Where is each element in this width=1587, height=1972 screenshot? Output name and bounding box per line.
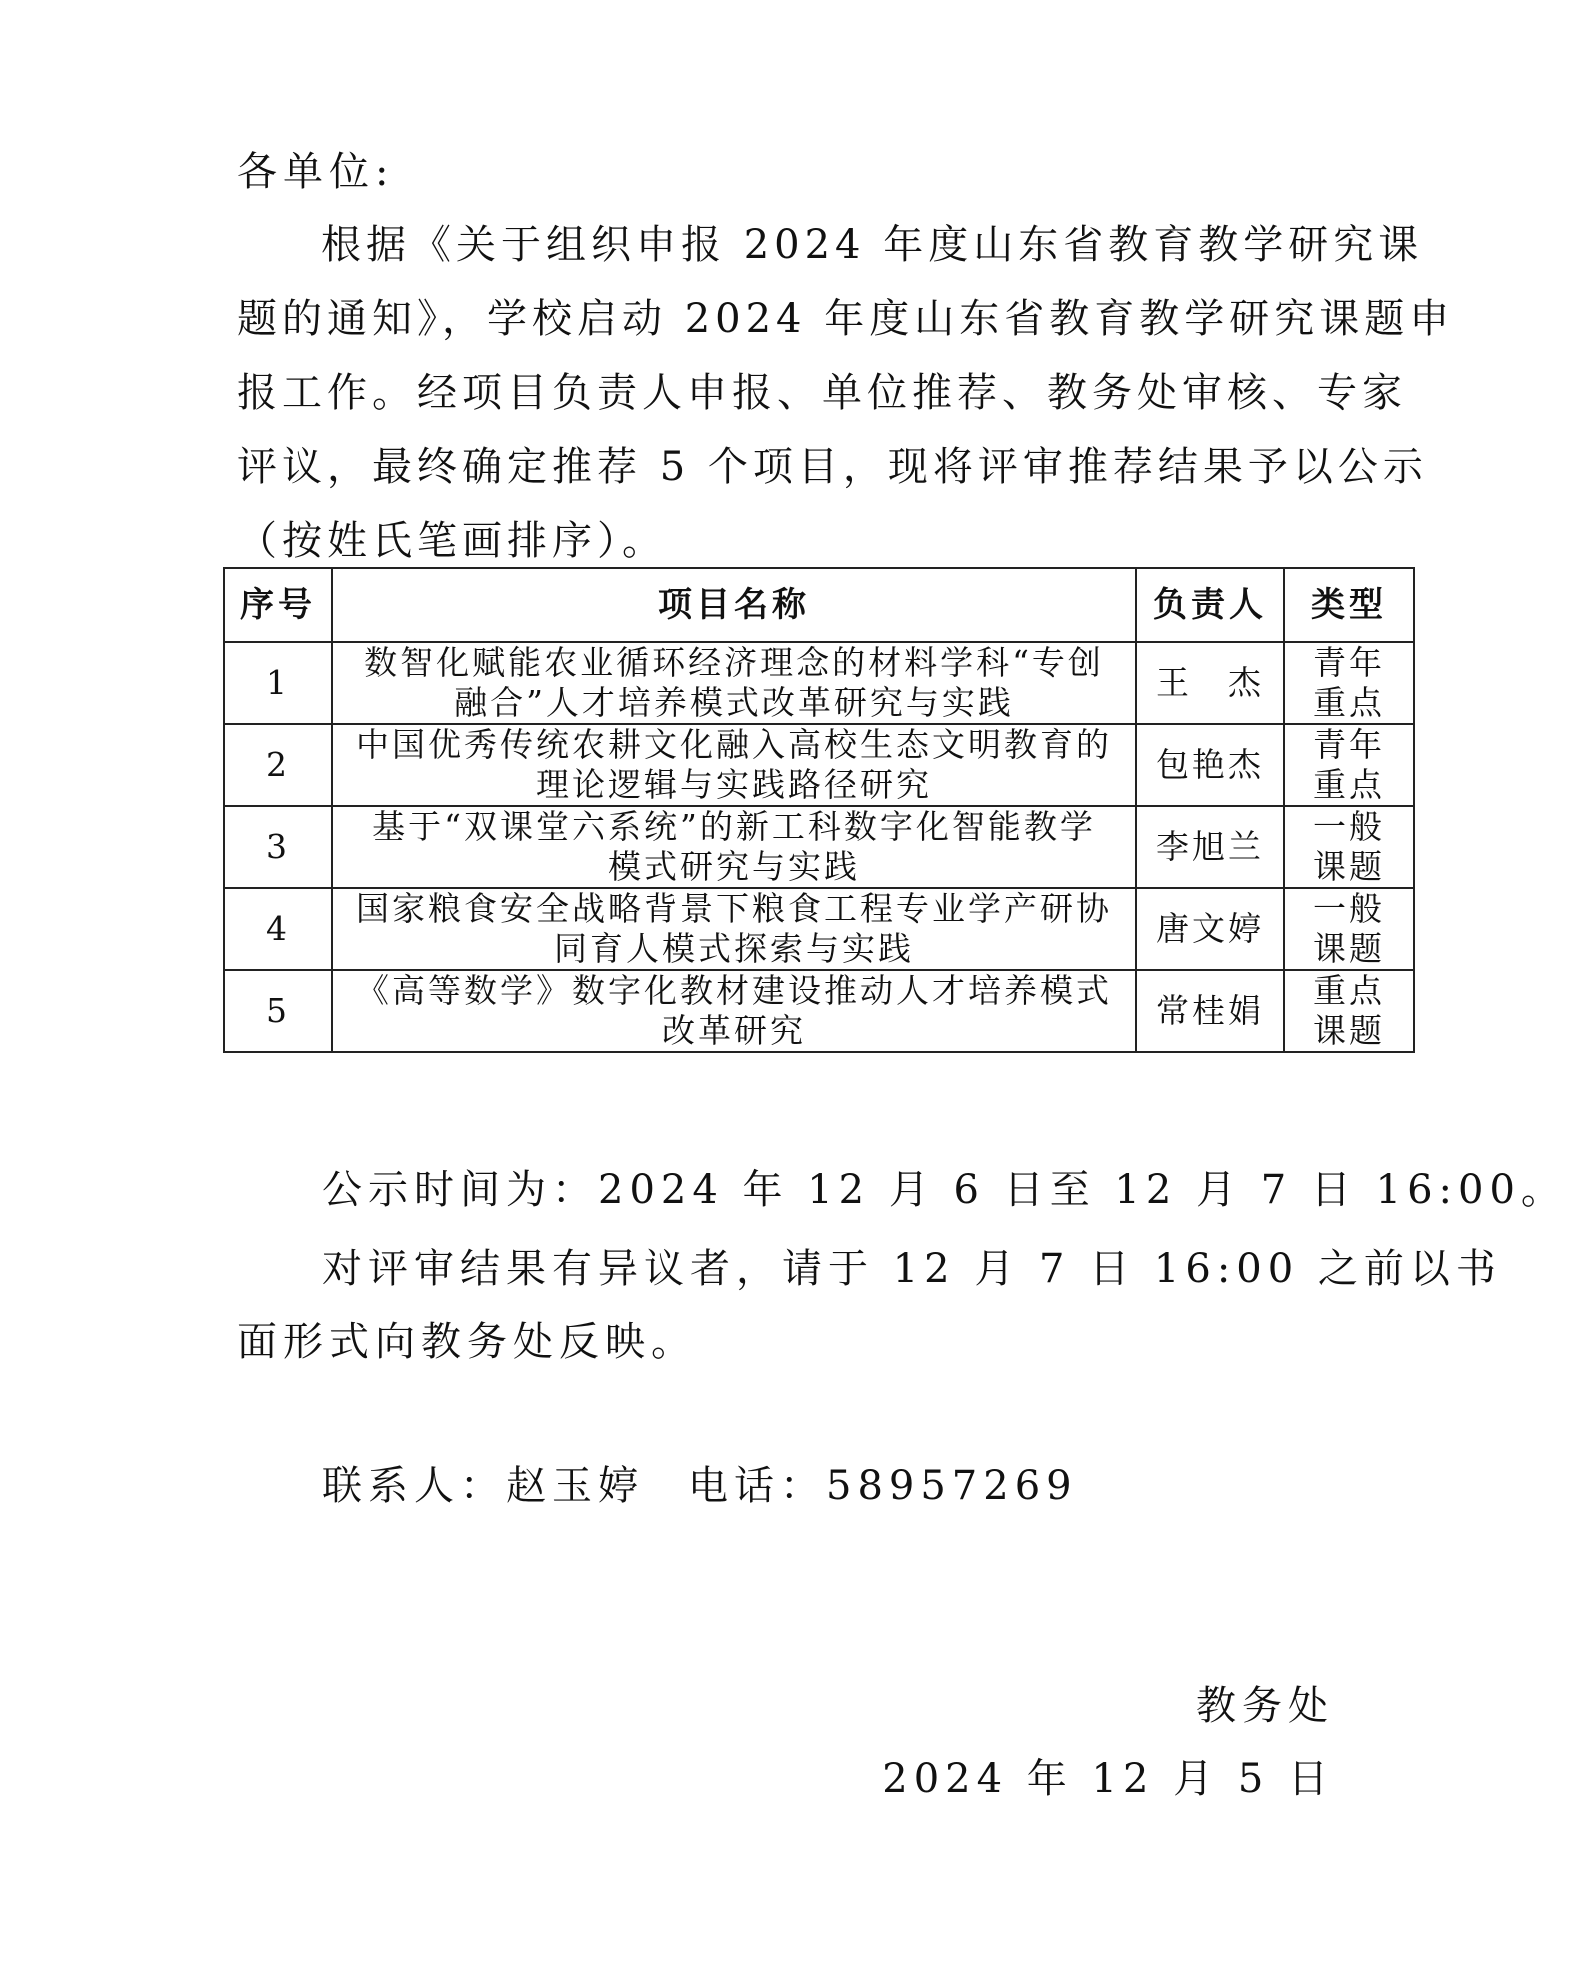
project-type: 一般 课题 xyxy=(1284,806,1414,888)
phone-label: 电话： xyxy=(688,1463,826,1509)
intro-line: 根据《关于组织申报 2024 年度山东省教育教学研究课 xyxy=(321,222,1424,268)
contact-label: 联系人： xyxy=(322,1463,506,1509)
signature-department: 教务处 xyxy=(1196,1683,1334,1729)
phone-number: 58957269 xyxy=(826,1463,1078,1509)
table-header-row xyxy=(224,568,1414,642)
project-title: 《高等数学》数字化教材建设推动人才培养模式 改革研究 xyxy=(332,970,1136,1052)
project-title: 国家粮食安全战略背景下粮食工程专业学产研协 同育人模式探索与实践 xyxy=(332,888,1136,970)
row-number: 4 xyxy=(224,888,332,970)
objection-line-1: 对评审结果有异议者，请于 12 月 7 日 16:00 之前以书 xyxy=(322,1246,1502,1292)
row-number: 3 xyxy=(224,806,332,888)
row-number: 5 xyxy=(224,970,332,1052)
project-title: 基于“双课堂六系统”的新工科数字化智能教学 模式研究与实践 xyxy=(332,806,1136,888)
row-number: 1 xyxy=(224,642,332,724)
project-leader: 包艳杰 xyxy=(1136,724,1284,806)
salutation: 各单位: xyxy=(237,149,395,195)
project-leader: 李旭兰 xyxy=(1136,806,1284,888)
header-leader: 负责人 xyxy=(1136,568,1284,642)
intro-line: （按姓氏笔画排序）。 xyxy=(237,518,667,564)
intro-paragraph xyxy=(237,208,1455,578)
project-title: 数智化赋能农业循环经济理念的材料学科“专创 融合”人才培养模式改革研究与实践 xyxy=(332,642,1136,724)
objection-line-2: 面形式向教务处反映。 xyxy=(237,1319,697,1365)
project-leader: 常桂娟 xyxy=(1136,970,1284,1052)
row-number: 2 xyxy=(224,724,332,806)
projects-table xyxy=(223,567,1415,1053)
header-number: 序号 xyxy=(224,568,332,642)
project-leader: 王 杰 xyxy=(1136,642,1284,724)
project-title: 中国优秀传统农耕文化融入高校生态文明教育的 理论逻辑与实践路径研究 xyxy=(332,724,1136,806)
table-row xyxy=(224,888,1414,970)
table-row xyxy=(224,806,1414,888)
notice-period: 公示时间为：2024 年 12 月 6 日至 12 月 7 日 16:00。 xyxy=(322,1167,1567,1213)
intro-line: 评议，最终确定推荐 5 个项目，现将评审推荐结果予以公示 xyxy=(237,444,1428,490)
project-type: 一般 课题 xyxy=(1284,888,1414,970)
signature-date: 2024 年 12 月 5 日 xyxy=(882,1756,1334,1802)
contact-line xyxy=(322,1462,1078,1510)
project-type: 重点 课题 xyxy=(1284,970,1414,1052)
intro-line: 报工作。经项目负责人申报、单位推荐、教务处审核、专家 xyxy=(237,370,1407,416)
project-type: 青年 重点 xyxy=(1284,724,1414,806)
intro-line: 题的通知》，学校启动 2024 年度山东省教育教学研究课题申 xyxy=(237,296,1455,342)
contact-name: 赵玉婷 xyxy=(506,1463,644,1509)
project-leader: 唐文婷 xyxy=(1136,888,1284,970)
project-type: 青年 重点 xyxy=(1284,642,1414,724)
table-row xyxy=(224,642,1414,724)
header-project-name: 项目名称 xyxy=(332,568,1136,642)
table-row xyxy=(224,724,1414,806)
header-type: 类型 xyxy=(1284,568,1414,642)
table-row xyxy=(224,970,1414,1052)
